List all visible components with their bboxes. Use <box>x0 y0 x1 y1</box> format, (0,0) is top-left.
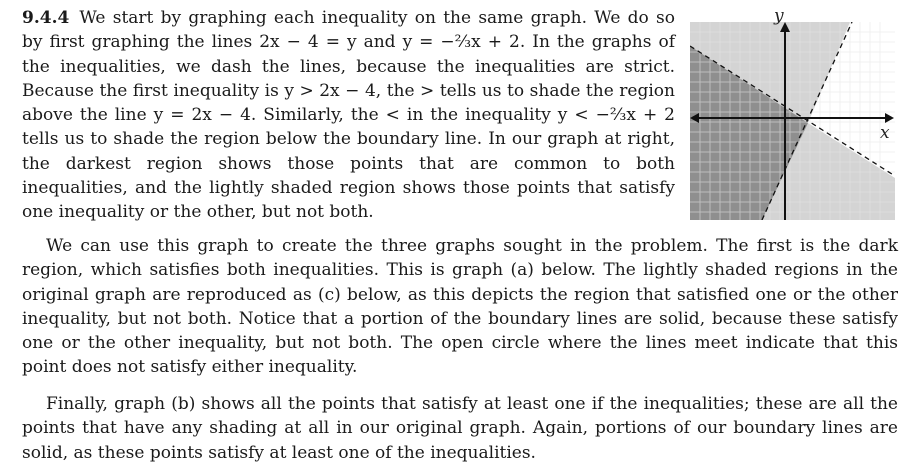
x-axis-label: x <box>880 123 890 143</box>
y-axis-label: y <box>774 8 784 26</box>
paragraph-2-text: We can use this graph to create the three graphs sought in the problem. The first is the dark region, which satisfies both inequalities. This is graph (a) below. The lightly shaded regions in the original graph are reproduced as (c) below, as this depicts the region that satisfied one or the other inequality, but not both. Notice that a portion of the boundary lines are solid, because these satisfy one or the other inequality, but not both. The open circle where the lines meet indicate that this point does not satisfy either inequality. <box>22 236 898 378</box>
paragraph-3-text: Finally, graph (b) shows all the points that satisfy at least one if the inequalities; these are all the points that have any shading at all in our original graph. Again, portions of our boundary lines are solid, as these points satisfy at least one of the inequalities. <box>22 394 898 463</box>
paragraph-9-4-4 <box>22 6 675 225</box>
paragraph-1-text: We start by graphing each inequality on the same graph. We do so by first graphing the lines 2x − 4 = y and y = −⅔x + 2. In the graphs of the inequalities, we dash the lines, because the inequalities are strict. Because the first inequality is y > 2x − 4, the > tells us to shade the region above the line y = 2x − 4. Similarly, the < in the inequality y < −⅔x + 2 tells us to shade the region below the boundary line. In our graph at right, the darkest region shows those points that are common to both inequalities, and the lightly shaded region shows those points that satisfy one inequality or the other, but not both. <box>22 8 675 223</box>
inequality-graph <box>690 8 895 220</box>
problem-number: 9.4.4 <box>22 8 70 28</box>
paragraph-3 <box>22 392 898 465</box>
paragraph-2 <box>22 234 898 380</box>
